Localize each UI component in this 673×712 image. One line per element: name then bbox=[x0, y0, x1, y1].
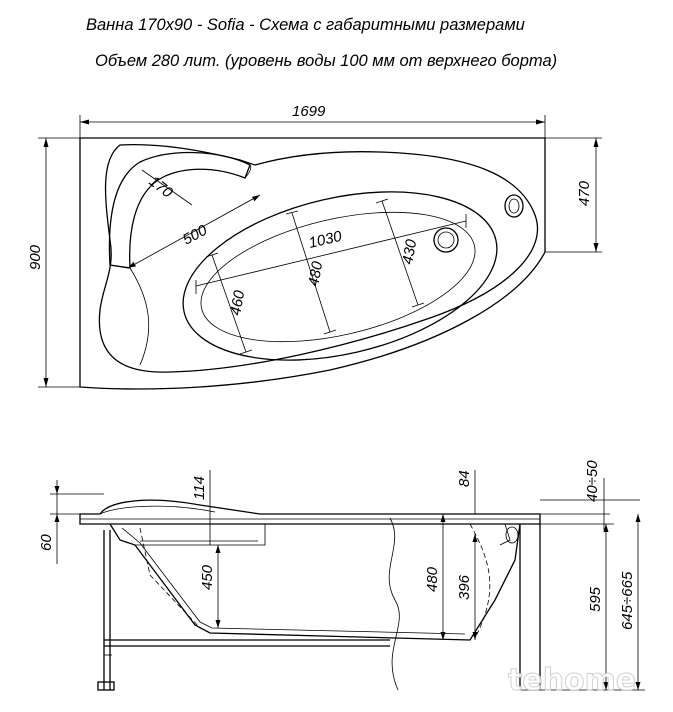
dim-seat: 500 bbox=[179, 221, 210, 249]
dim-right-depth: 470 bbox=[576, 180, 593, 206]
frame-foot bbox=[98, 682, 114, 690]
dim-overflow: 84 bbox=[456, 470, 473, 487]
dim-rim: 60 bbox=[38, 534, 55, 551]
dim-headrest: 170 bbox=[145, 172, 176, 202]
side-rim bbox=[80, 500, 540, 524]
dim-total-height: 645÷665 bbox=[619, 571, 636, 630]
dim-width: 900 bbox=[27, 244, 44, 270]
watermark-logo: tehome bbox=[508, 663, 637, 698]
dim-seat-height: 450 bbox=[199, 564, 216, 590]
diagram-title: Ванна 170х90 - Sofia - Схема с габаритными размерами bbox=[86, 16, 525, 34]
dim-frame-height: 595 bbox=[587, 586, 604, 612]
dim-drain-height: 396 bbox=[456, 574, 473, 600]
break-line bbox=[389, 518, 399, 690]
overflow-icon bbox=[505, 195, 523, 217]
dim-legs-adjust: 40÷50 bbox=[584, 460, 601, 502]
top-view bbox=[27, 103, 602, 389]
basin-outer bbox=[167, 164, 514, 388]
seat-contour bbox=[130, 268, 149, 365]
diagram-subtitle: Объем 280 лит. (уровень воды 100 мм от верхнего борта) bbox=[95, 52, 558, 70]
dim-basin-width: 480 bbox=[305, 260, 327, 288]
dim-basin-length: 1030 bbox=[307, 227, 344, 252]
headrest bbox=[109, 153, 250, 268]
dim-length: 1699 bbox=[292, 103, 326, 120]
side-view bbox=[38, 460, 645, 690]
dim-seat-depth: 114 bbox=[191, 476, 208, 500]
dim-depth: 480 bbox=[424, 566, 441, 592]
dim-basin-right: 430 bbox=[399, 238, 421, 266]
dim-basin-left: 460 bbox=[227, 289, 249, 317]
